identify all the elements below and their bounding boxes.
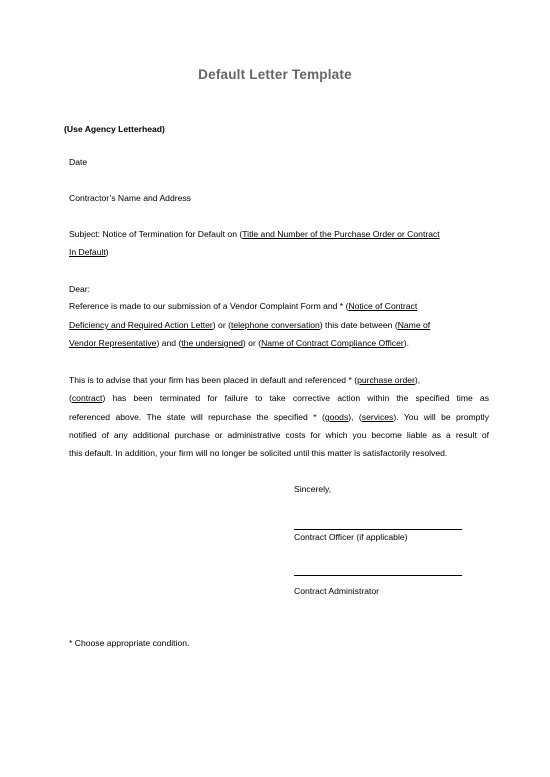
- subject-prefix: Subject: Notice of Termination for Default on (: [69, 229, 243, 239]
- signature-line-1: [294, 529, 462, 530]
- contractor-address-field: Contractor’s Name and Address: [69, 193, 191, 203]
- salutation: Dear:: [69, 284, 91, 294]
- para1-line-3: Vendor Representative) and (the undersigned) or (Name of Contract Compliance Officer).: [69, 338, 409, 348]
- subject-placeholder-default: In Default: [69, 247, 106, 257]
- signature-line-2: [294, 575, 462, 576]
- para2-line-4: notified of any additional purchase or administrative costs for which you become liable as a result of: [69, 430, 489, 440]
- signature-label-1: Contract Officer (if applicable): [294, 532, 408, 542]
- para2-line-1: This is to advise that your firm has been placed in default and referenced * (purchase order),: [69, 375, 421, 385]
- letterhead-note: (Use Agency Letterhead): [64, 124, 165, 134]
- para1-line-1: Reference is made to our submission of a Vendor Complaint Form and * (Notice of Contract: [69, 301, 418, 311]
- signature-label-2: Contract Administrator: [294, 586, 380, 596]
- subject-placeholder: Title and Number of the Purchase Order or Contract: [242, 229, 440, 239]
- para2-line-2: (contract) has been terminated for failure to take corrective action within the specified time as: [69, 393, 489, 403]
- page-title: Default Letter Template: [198, 67, 352, 82]
- closing: Sincerely,: [294, 484, 332, 494]
- footnote: * Choose appropriate condition.: [69, 638, 190, 648]
- subject-line-2: In Default): [69, 247, 109, 257]
- date-field: Date: [69, 157, 88, 167]
- para2-line-3: referenced above. The state will repurchase the specified * (goods), (services). You will be promptly: [69, 412, 489, 422]
- para1-line-2: Deficiency and Required Action Letter) or (telephone conversation) this date between (Name of: [69, 320, 431, 330]
- subject-line-1: [69, 229, 440, 239]
- para2-line-5: this default. In addition, your firm will no longer be solicited until this matter is satisfactorily resolved.: [69, 448, 448, 458]
